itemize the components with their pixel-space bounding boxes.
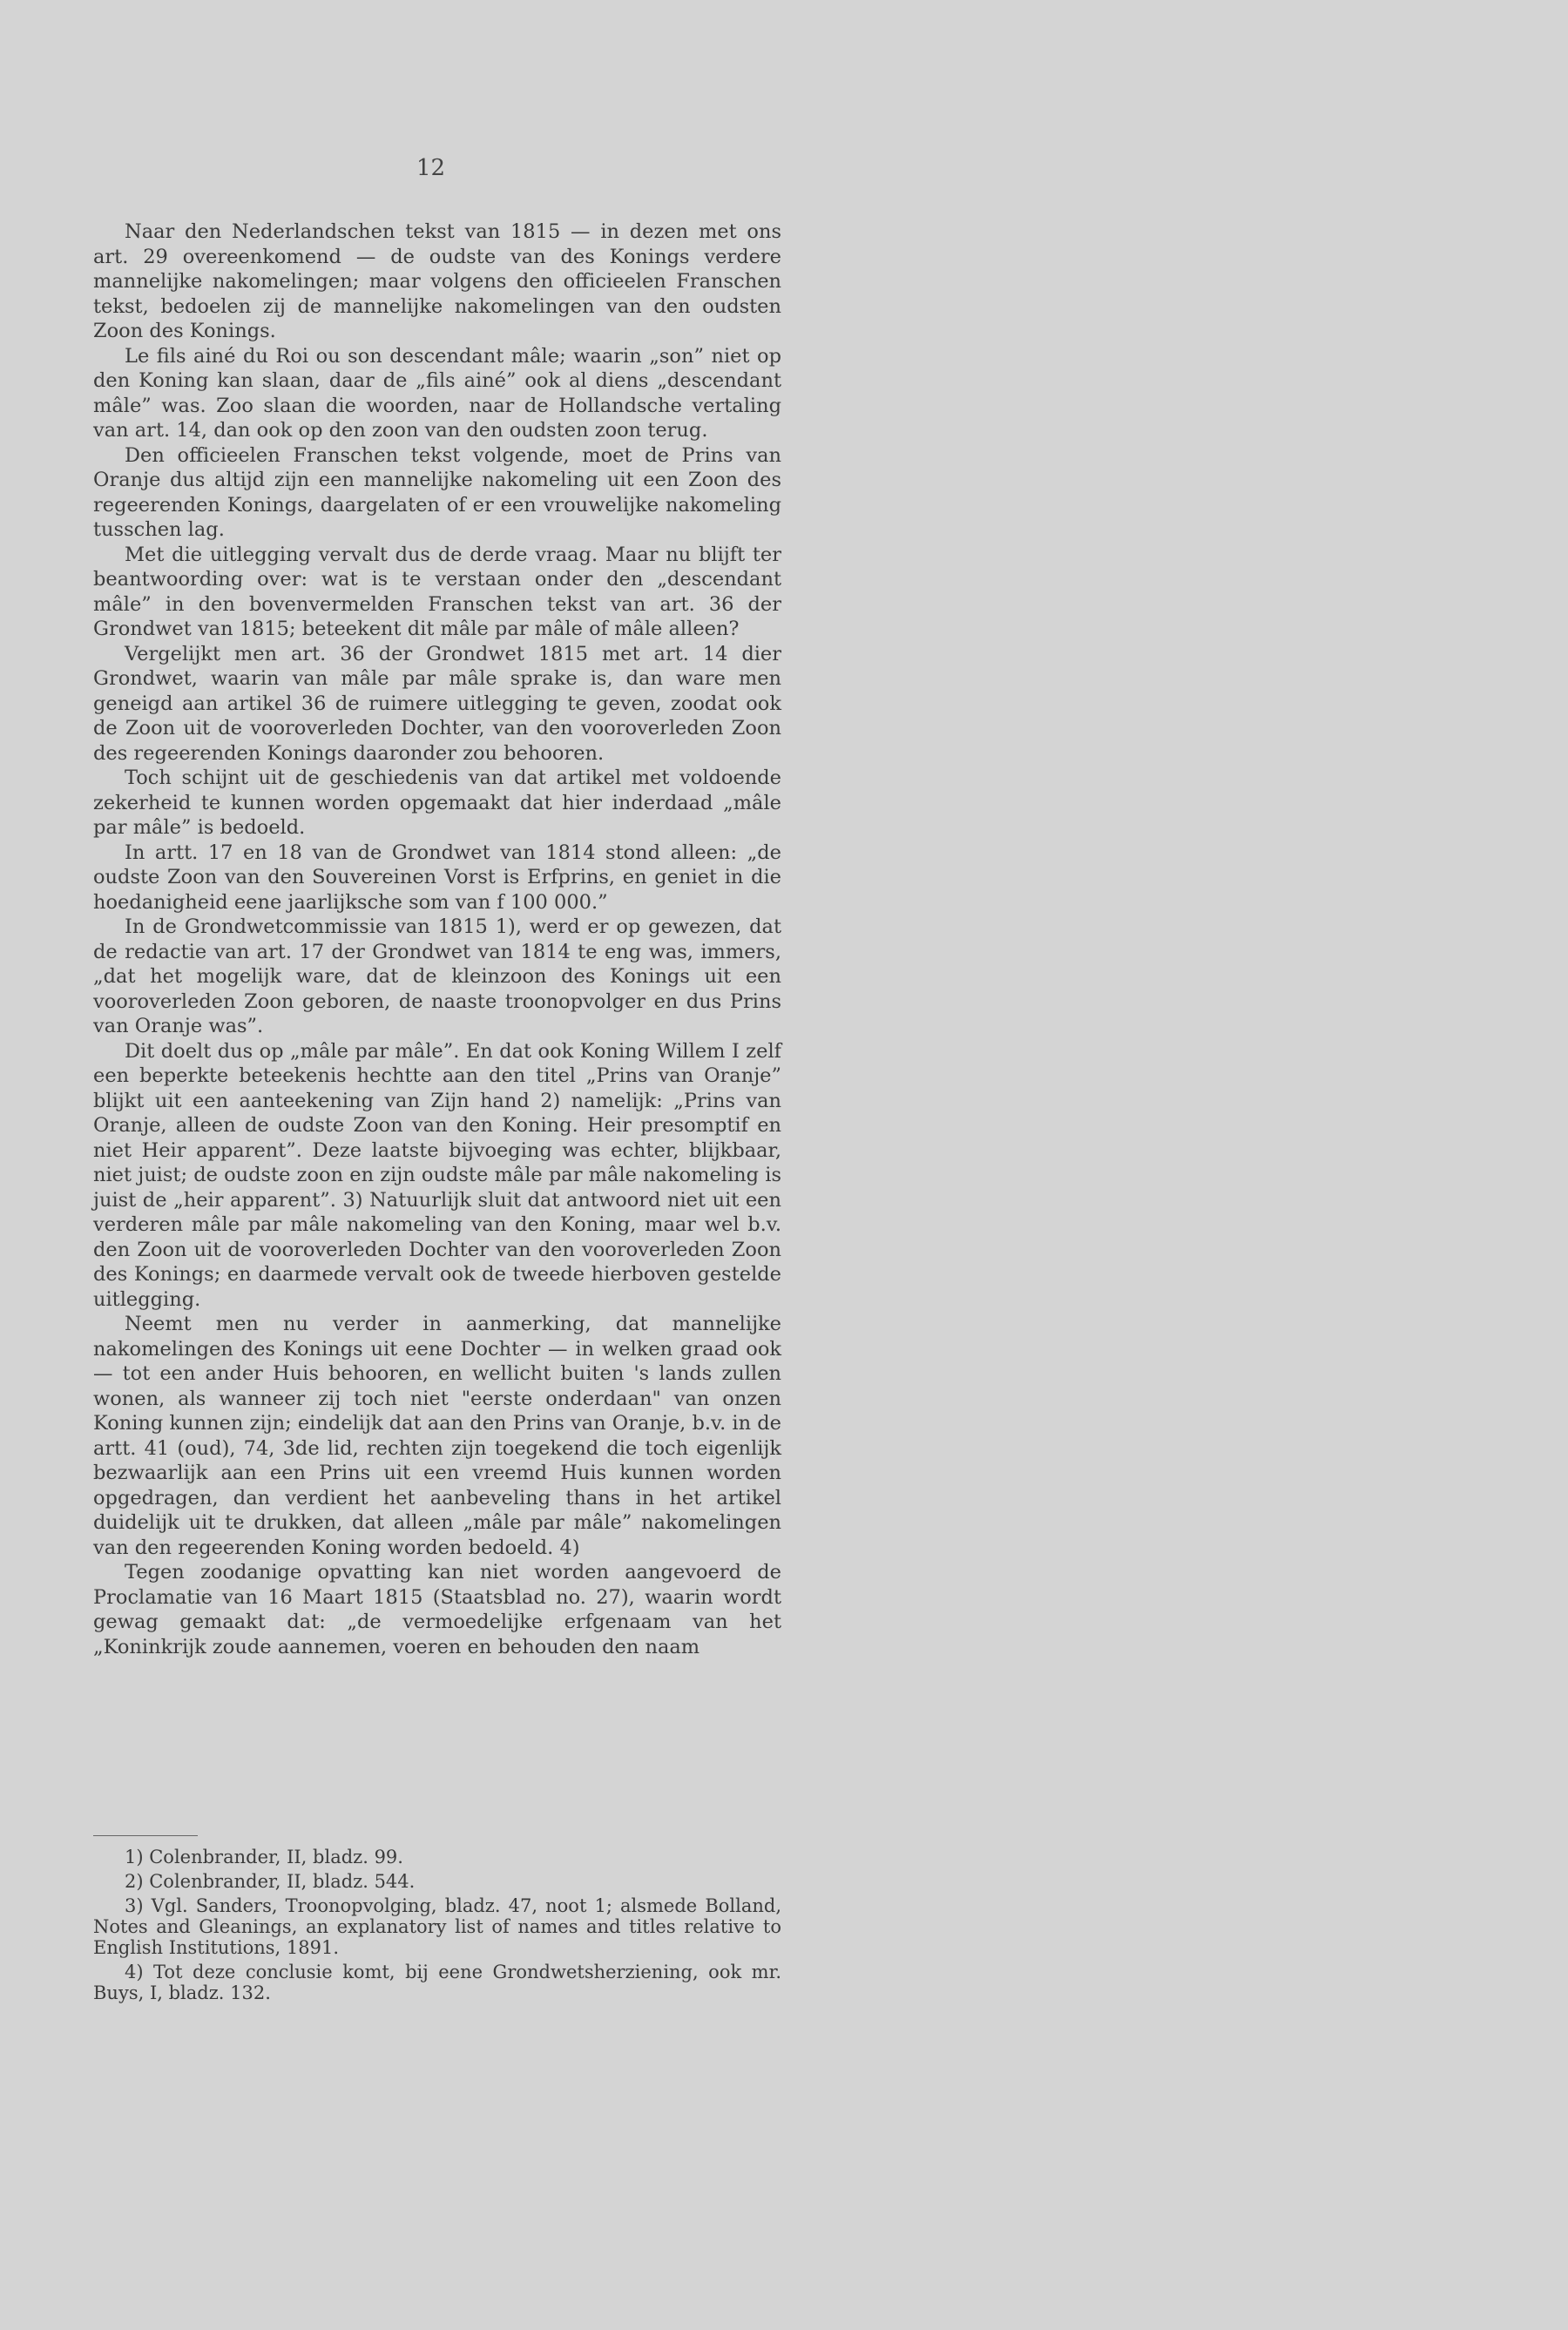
- footnote: 1) Colenbrander, II, bladz. 99.: [125, 1847, 403, 1867]
- paragraph: In de Grondwetcommissie van 1815 1), werd er op gewezen, dat de redactie van art. 17 der Grondwet van 1814 te eng was, immers, „dat het mogelijk ware, dat de kleinzoon des Konings uit een vooroverleden Zoon geboren, de naaste troonopvolger en dus Prins van Oranje was”.: [93, 915, 781, 1037]
- paragraph: Neemt men nu verder in aanmerking, dat mannelijke nakomelingen des Konings uit eene Dochter — in welken graad ook — tot een ander Huis behooren, en wellicht buiten 's lands zullen wonen, als wanneer zij toch niet "eerste onderdaan" van onzen Koning kunnen zijn; eindelijk dat aan den Prins van Oranje, b.v. in de artt. 41 (oud), 74, 3de lid, rechten zijn toegekend die toch eigenlijk bezwaarlijk aan een Prins uit een vreemd Huis kunnen worden opgedragen, dan verdient het aanbeveling thans in het artikel duidelijk uit te drukken, dat alleen „mâle par mâle” nakomelingen van den regeerenden Koning worden bedoeld. 4): [93, 1313, 781, 1559]
- body-text: [93, 219, 781, 1659]
- paragraph: Tegen zoodanige opvatting kan niet worden aangevoerd de Proclamatie van 16 Maart 1815 (Staatsblad no. 27), waarin wordt gewag gemaakt dat: „de vermoedelijke erfgenaam van het „Koninkrijk zoude aannemen, voeren en behouden den naam: [93, 1561, 781, 1658]
- paragraph: Le fils ainé du Roi ou son descendant mâle; waarin „son” niet op den Koning kan slaan, daar de „fils ainé” ook al diens „descendant mâle” was. Zoo slaan die woorden, naar de Hollandsche vertaling van art. 14, dan ook op den zoon van den oudsten zoon terug.: [93, 344, 781, 442]
- footnote-divider: [93, 1835, 198, 1836]
- paragraph: In artt. 17 en 18 van de Grondwet van 1814 stond alleen: „de oudste Zoon van den Souvereinen Vorst is Erfprins, en geniet in die hoedanigheid eene jaarlijksche som van f 100 000.”: [93, 841, 781, 914]
- footnote: 2) Colenbrander, II, bladz. 544.: [125, 1871, 416, 1892]
- paragraph: Dit doelt dus op „mâle par mâle”. En dat ook Koning Willem I zelf een beperkte beteekenis hechtte aan den titel „Prins van Oranje” blijkt uit een aanteekening van Zijn hand 2) namelijk: „Prins van Oranje, alleen de oudste Zoon van den Koning. Heir presomptif en niet Heir apparent”. Deze laatste bijvoeging was echter, blijkbaar, niet juist; de oudste zoon en zijn oudste mâle par mâle nakomeling is juist de „heir apparent”. 3) Natuurlijk sluit dat antwoord niet uit een verderen mâle par mâle nakomeling van den Koning, maar wel b.v. den Zoon uit de vooroverleden Dochter van den vooroverleden Zoon des Konings; en daarmede vervalt ook de tweede hierboven gestelde uitlegging.: [93, 1039, 781, 1311]
- page-number: 12: [416, 155, 446, 181]
- footnote: 3) Vgl. Sanders, Troonopvolging, bladz. 47, noot 1; alsmede Bolland, Notes and Gleanings, an explanatory list of names and titles relative to English Institutions, 1891.: [93, 1895, 781, 1958]
- footnote: 4) Tot deze conclusie komt, bij eene Grondwetsherziening, ook mr. Buys, I, bladz. 132.: [93, 1962, 781, 2003]
- footnotes: [93, 1847, 781, 2007]
- paragraph: Naar den Nederlandschen tekst van 1815 — in dezen met ons art. 29 overeenkomend — de oudste van des Konings verdere mannelijke nakomelingen; maar volgens den officieelen Franschen tekst, bedoelen zij de mannelijke nakomelingen van den oudsten Zoon des Konings.: [93, 220, 781, 342]
- paragraph: Den officieelen Franschen tekst volgende, moet de Prins van Oranje dus altijd zijn een mannelijke nakomeling uit een Zoon des regeerenden Konings, daargelaten of er een vrouwelijke nakomeling tusschen lag.: [93, 443, 781, 541]
- paragraph: Met die uitlegging vervalt dus de derde vraag. Maar nu blijft ter beantwoording over: wat is te verstaan onder den „descendant mâle” in den bovenvermelden Franschen tekst van art. 36 der Grondwet van 1815; beteekent dit mâle par mâle of mâle alleen?: [93, 543, 781, 640]
- paragraph: Vergelijkt men art. 36 der Grondwet 1815 met art. 14 dier Grondwet, waarin van mâle par mâle sprake is, dan ware men geneigd aan artikel 36 de ruimere uitlegging te geven, zoodat ook de Zoon uit de vooroverleden Dochter, van den vooroverleden Zoon des regeerenden Konings daaronder zou behooren.: [93, 642, 781, 765]
- paragraph: Toch schijnt uit de geschiedenis van dat artikel met voldoende zekerheid te kunnen worden opgemaakt dat hier inderdaad „mâle par mâle” is bedoeld.: [93, 767, 781, 839]
